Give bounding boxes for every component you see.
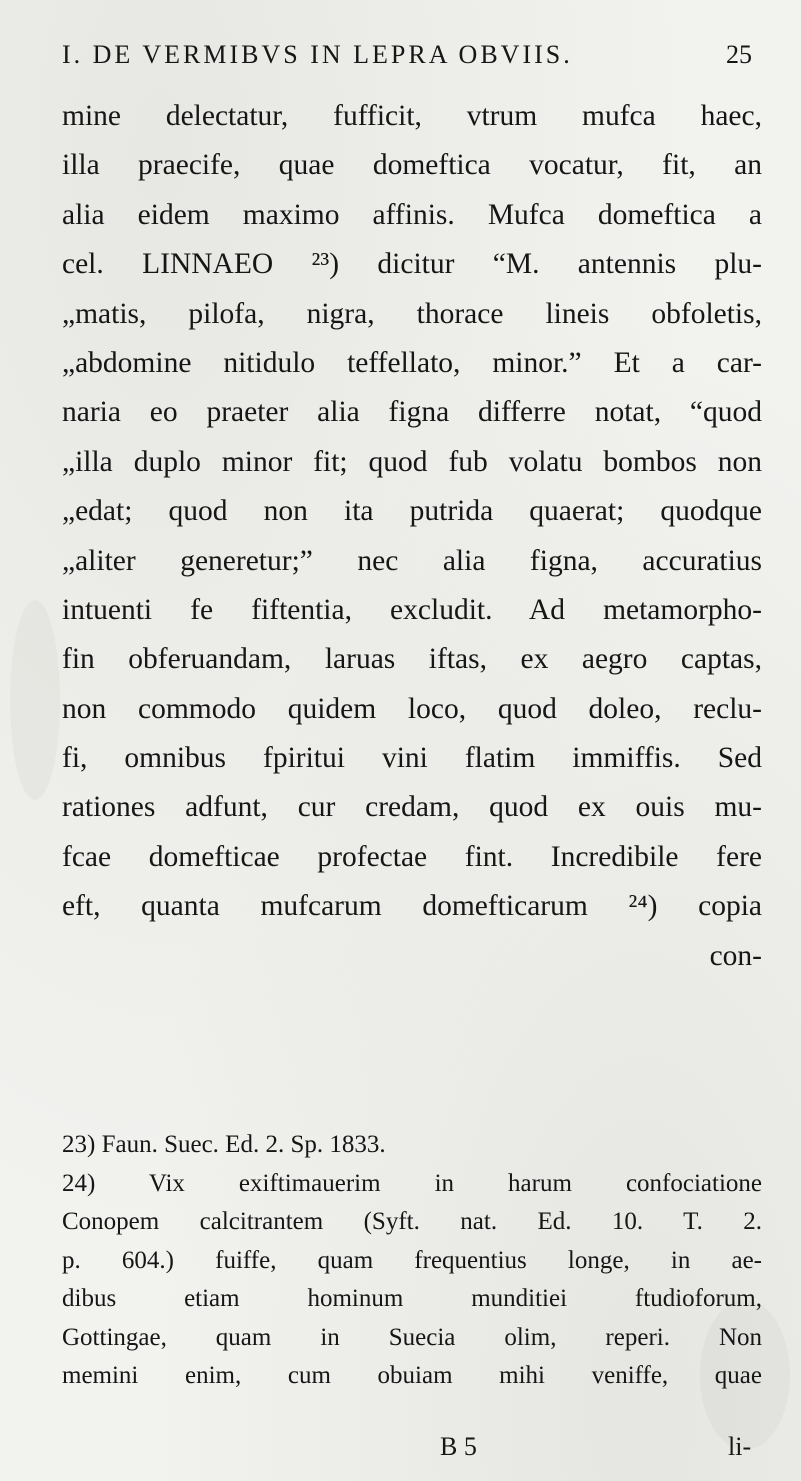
text-line: „edat; quod non ita putrida quaerat; quodque [62, 495, 762, 528]
footnote-line: Gottingae, quam in Suecia olim, reperi. Non [62, 1323, 762, 1351]
text-line: cel. LINNAEO ²³) dicitur “M. antennis plu- [62, 248, 762, 281]
footnote-line: dibus etiam hominum munditiei ftudioforum, [62, 1285, 762, 1312]
footnotes [62, 1126, 762, 1396]
paper-stain [10, 600, 60, 800]
text-line: fi, omnibus fpiritui vini flatim immiffis. Sed [62, 742, 762, 775]
text-line: „illa duplo minor fit; quod fub volatu bombos non [62, 445, 762, 478]
text-line: illa praecife, quae domeftica vocatur, fit, an [62, 149, 762, 182]
text-line: intuenti fe fiftentia, excludit. Ad metamorpho- [62, 593, 762, 626]
catchword: li- [728, 1432, 752, 1461]
text-line: fin obferuandam, laruas iftas, ex aegro captas, [62, 643, 762, 676]
footnote-line: Conopem calcitrantem (Syft. nat. Ed. 10. T. 2. [62, 1208, 762, 1235]
footnote-line: 24) Vix exiftimauerim in harum confociatione [62, 1169, 762, 1197]
text-line: „abdomine nitidulo teffellato, minor.” Et a car- [62, 346, 762, 379]
running-header [62, 40, 752, 90]
text-line: mine delectatur, fufficit, vtrum mufca haec, [62, 100, 762, 132]
page-turn-word: con- [709, 939, 762, 972]
text-line: non commodo quidem loco, quod doleo, reclu- [62, 692, 762, 725]
footnote-line: p. 604.) fuiffe, quam frequentius longe, in ae- [62, 1246, 762, 1274]
signature-mark: B 5 [440, 1432, 477, 1461]
footnote-line: memini enim, cum obuiam mihi veniffe, quae [62, 1362, 762, 1389]
page-number: 25 [726, 40, 752, 69]
text-line: „aliter generetur;” nec alia figna, accuratius [62, 544, 762, 577]
text-line: „matis, pilofa, nigra, thorace lineis obfoletis, [62, 297, 762, 330]
footnote-line: 23) Faun. Suec. Ed. 2. Sp. 1833. [62, 1131, 386, 1158]
text-line: fcae domefticae profectae fint. Incredibile fere [62, 840, 762, 873]
text-line: eft, quanta mufcarum domefticarum ²⁴) copia [62, 890, 762, 923]
main-text-block [62, 92, 762, 981]
text-line: rationes adfunt, cur credam, quod ex ouis mu- [62, 791, 762, 824]
text-line: alia eidem maximo affinis. Mufca domeftica a [62, 198, 762, 231]
running-head-title: I. DE VERMIBVS IN LEPRA OBVIIS. [62, 40, 573, 69]
text-line: naria eo praeter alia figna differre notat, “quod [62, 396, 762, 429]
